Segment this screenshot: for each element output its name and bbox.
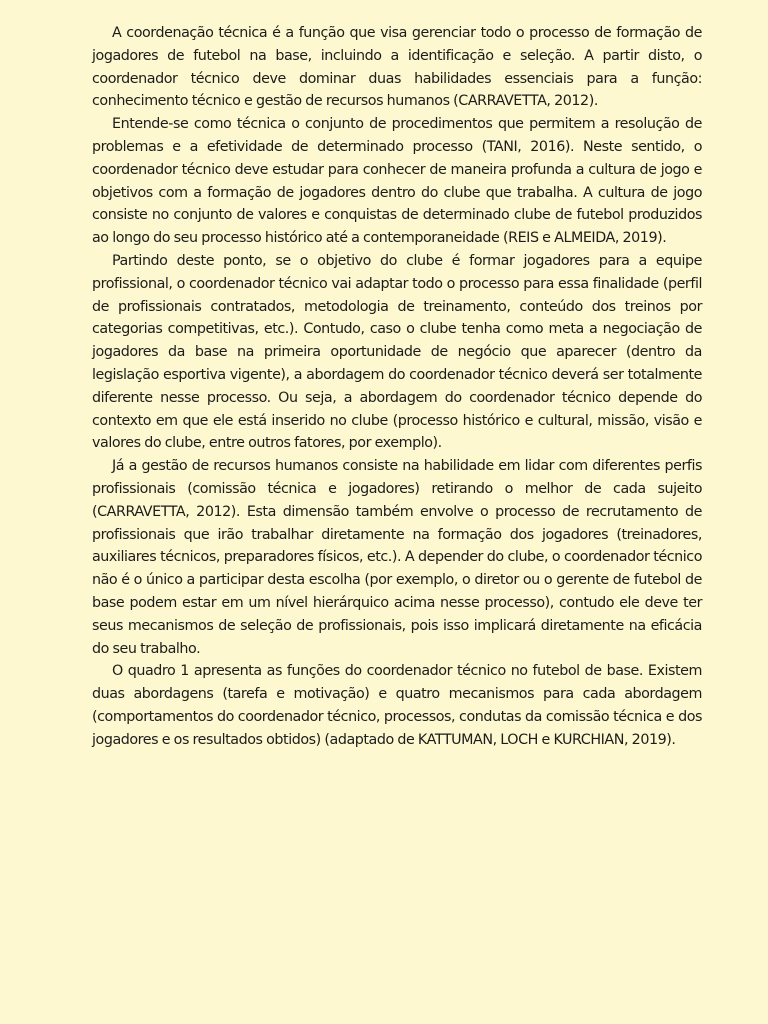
paragraph-2: Entende-se como técnica o conjunto de procedimentos que permitem a resolução de problemas e a efetividade de determinado processo (TANI, 2016). Neste sentido, o coordenador técnico deve estudar para conhecer de maneira profunda a cultura de jogo e objetivos com a formação de jogadores dentro do clube que trabalha. A cultura de jogo consiste no conjunto de valores e conquistas de determinado clube de futebol produzidos ao longo do seu processo histórico até a contemporaneidade (REIS e ALMEIDA, 2019). [92, 116, 702, 247]
document-page [92, 22, 702, 752]
paragraph-1: A coordenação técnica é a função que visa gerenciar todo o processo de formação de jogadores de futebol na base, incluindo a identificação e seleção. A partir disto, o coordenador técnico deve dominar duas habilidades essenciais para a função: conhecimento técnico e gestão de recursos humanos (CARRAVETTA, 2012). [92, 25, 702, 110]
paragraph-3: Partindo deste ponto, se o objetivo do clube é formar jogadores para a equipe profissional, o coordenador técnico vai adaptar todo o processo para essa finalidade (perfil de profissionais contratados, metodologia de treinamento, conteúdo dos treinos por categorias competitivas, etc.). Contudo, caso o clube tenha como meta a negociação de jogadores da base na primeira oportunidade de negócio que aparecer (dentro da legislação esportiva vigente), a abordagem do coordenador técnico deverá ser totalmente diferente nesse processo. Ou seja, a abordagem do coordenador técnico depende do contexto em que ele está inserido no clube (processo histórico e cultural, missão, visão e valores do clube, entre outros fatores, por exemplo). [92, 252, 702, 452]
paragraph-4: Já a gestão de recursos humanos consiste na habilidade em lidar com diferentes perfis profissionais (comissão técnica e jogadores) retirando o melhor de cada sujeito (CARRAVETTA, 2012). Esta dimensão também envolve o processo de recrutamento de profissionais que irão trabalhar diretamente na formação dos jogadores (treinadores, auxiliares técnicos, preparadores físicos, etc.). A depender do clube, o coordenador técnico não é o único a participar desta escolha (por exemplo, o diretor ou o gerente de futebol de base podem estar em um nível hierárquico acima nesse processo), contudo ele deve ter seus mecanismos de seleção de profissionais, pois isso implicará diretamente na eficácia do seu trabalho. [92, 458, 702, 657]
paragraph-5: O quadro 1 apresenta as funções do coordenador técnico no futebol de base. Existem duas abordagens (tarefa e motivação) e quatro mecanismos para cada abordagem (comportamentos do coordenador técnico, processos, condutas da comissão técnica e dos jogadores e os resultados obtidos) (adaptado de KATTUMAN, LOCH e KURCHIAN, 2019). [92, 663, 702, 748]
